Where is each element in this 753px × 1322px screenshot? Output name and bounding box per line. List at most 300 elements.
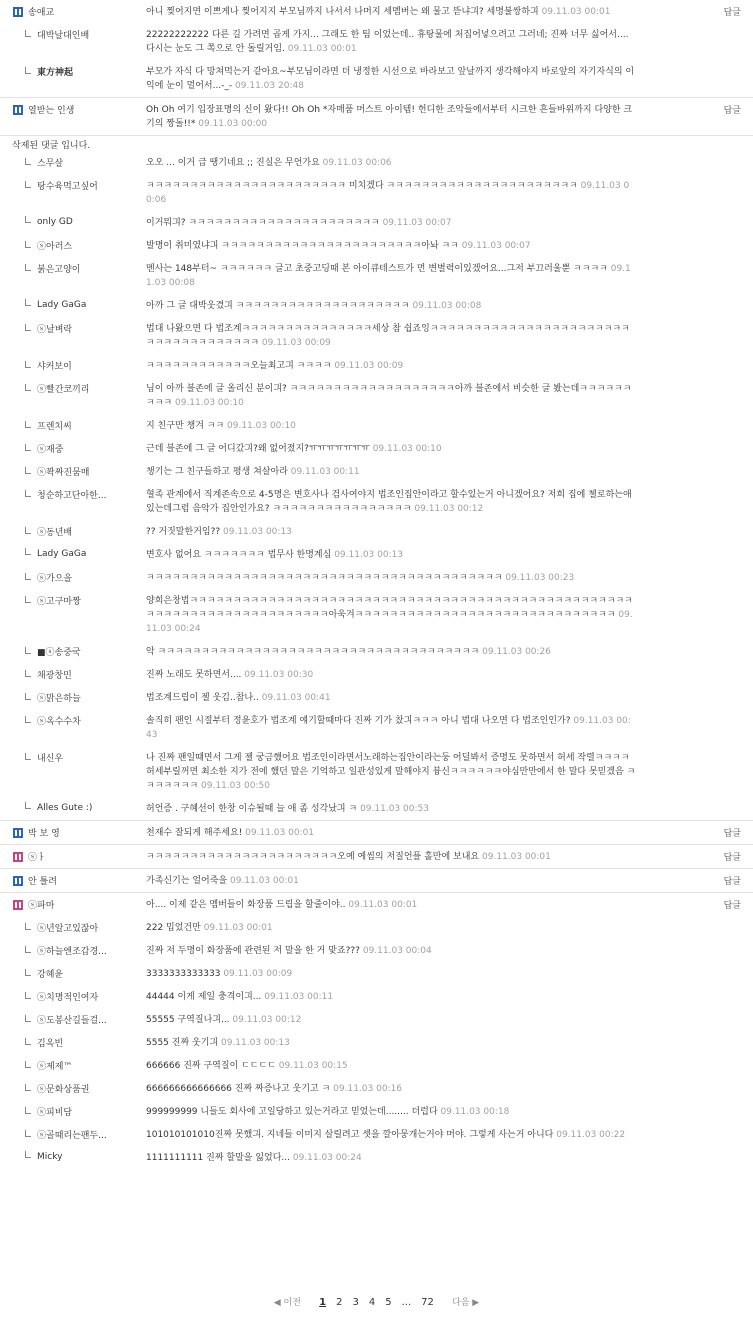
author-name[interactable]: ⓢ동년배 xyxy=(37,528,73,538)
comment-thread xyxy=(0,97,753,135)
reply-text xyxy=(146,802,636,816)
comment-timestamp: 09.11.03 00:01 xyxy=(348,900,418,910)
reply-text xyxy=(146,691,636,705)
reply-indent-icon xyxy=(25,946,31,953)
reply-text xyxy=(146,65,636,93)
reply-body: 진짜 노래도 못하면서.... xyxy=(146,670,242,680)
deleted-comment-label: 삭제된 댓글 입니다. xyxy=(12,141,91,151)
reply-row xyxy=(0,1123,753,1146)
reply-indent-icon xyxy=(25,241,31,248)
author-name[interactable]: ⓢ옥수수차 xyxy=(37,717,81,727)
reply-indent-icon xyxy=(25,693,31,700)
reply-timestamp: 09.11.03 00:50 xyxy=(201,781,270,791)
reply-author[interactable] xyxy=(0,990,146,1003)
reply-indent-icon xyxy=(25,753,31,760)
reply-body: 666666666666666 진짜 짜증나고 웃기고 ㅋ xyxy=(146,1084,331,1094)
reply-timestamp: 09.11.03 00:08 xyxy=(412,301,482,311)
reply-text xyxy=(146,1013,636,1027)
comment-thread xyxy=(0,868,753,892)
author-name[interactable]: ⓢ파마 xyxy=(28,901,55,911)
reply-timestamp: 09.11.03 00:09 xyxy=(334,361,404,371)
reply-indent-icon xyxy=(25,1130,31,1137)
author-name[interactable]: ⓢ도봉산길들걸... xyxy=(37,1016,107,1026)
reply-indent-icon xyxy=(25,1015,31,1022)
reply-author[interactable] xyxy=(0,1013,146,1026)
reply-author[interactable] xyxy=(0,239,146,252)
reply-text xyxy=(146,751,636,793)
comment-author[interactable] xyxy=(0,850,146,863)
reply-indent-icon xyxy=(25,384,31,391)
comment-timestamp: 09.11.03 00:01 xyxy=(245,828,315,838)
reply-row xyxy=(0,985,753,1008)
comment-row xyxy=(0,0,753,23)
reply-text xyxy=(146,548,636,562)
reply-text xyxy=(146,714,636,742)
reply-text xyxy=(146,921,636,935)
reply-row xyxy=(0,962,753,985)
comment-text xyxy=(146,874,636,888)
reply-author[interactable] xyxy=(0,1128,146,1141)
reply-row xyxy=(0,1146,753,1169)
comment-text xyxy=(146,826,636,840)
comment-author[interactable] xyxy=(0,826,146,839)
reply-author[interactable] xyxy=(0,28,146,41)
author-name[interactable]: 청순하고단아한... xyxy=(37,491,107,501)
reply-button[interactable]: 답글 xyxy=(723,829,741,839)
comment-text xyxy=(146,103,636,131)
reply-body: 솔직히 팬인 시절부터 정윤호가 법조계 얘기할때마다 진짜 기가 찼긔ㅋㅋㅋ 아니 법대 나오면 다 법조인인가? xyxy=(146,716,571,726)
reply-author[interactable] xyxy=(0,1036,146,1049)
author-name[interactable]: ⓢ꽉짜진뭄매 xyxy=(37,468,90,478)
reply-indent-icon xyxy=(25,67,31,74)
comment-text xyxy=(146,850,636,864)
reply-timestamp: 09.11.03 00:07 xyxy=(461,241,531,251)
author-name[interactable]: ⓢ빨간코끼리 xyxy=(37,385,90,395)
reply-body: 법조계드립이 젤 웃김..참나.. xyxy=(146,693,259,703)
reply-body: 101010101010진짜 못했긔. 지네들 이미지 살릴려고 셋을 깔아뭉개는거야 머야. 그렇게 사는거 아니다 xyxy=(146,1130,554,1140)
reply-body: 변호사 없어요 ㅋㅋㅋㅋㅋㅋㅋ 법무사 한명계심 xyxy=(146,550,332,560)
reply-indent-icon xyxy=(25,992,31,999)
reply-text xyxy=(146,668,636,682)
author-name[interactable]: 강혜윤 xyxy=(37,970,64,980)
reply-author[interactable] xyxy=(0,802,146,813)
reply-timestamp: 09.11.03 00:01 xyxy=(203,923,273,933)
comment-thread xyxy=(0,0,753,97)
reply-body: 멘사는 148부터~ ㅋㅋㅋㅋㅋㅋ 글고 초중고딩때 본 아이큐테스트가 먼 변별력이있겠어요...그저 부끄러울뿐 ㅋㅋㅋㅋ xyxy=(146,264,608,274)
author-name[interactable]: 열받는 인생 xyxy=(28,106,75,116)
user-level-icon xyxy=(13,7,23,17)
comment-author[interactable] xyxy=(0,5,146,18)
reply-author[interactable] xyxy=(0,488,146,501)
reply-body: 666666 진짜 구역질이 ㄷㄷㄷㄷ xyxy=(146,1061,276,1071)
reply-row xyxy=(0,60,753,97)
comment-thread xyxy=(0,135,753,820)
user-level-icon xyxy=(13,900,23,910)
author-name[interactable]: ⓢ년알고있잖아 xyxy=(37,924,99,934)
reply-author[interactable] xyxy=(0,594,146,607)
page-link-72[interactable]: 72 xyxy=(421,1297,434,1308)
reply-indent-icon xyxy=(25,361,31,368)
user-level-icon xyxy=(13,876,23,886)
reply-body: 허언증 . 구혜선이 한창 이슈될때 늘 애 좀 성각났긔 ㅋ xyxy=(146,804,358,814)
author-name[interactable]: 프렌치씨 xyxy=(37,422,72,432)
reply-indent-icon xyxy=(25,421,31,428)
reply-timestamp: 09.11.03 00:16 xyxy=(333,1084,403,1094)
author-name[interactable]: ⓢ재중 xyxy=(37,445,64,455)
page-link-1[interactable]: 1 xyxy=(319,1297,327,1308)
reply-text xyxy=(146,488,636,516)
author-name[interactable]: ⓢ피비담 xyxy=(37,1108,73,1118)
comment-row xyxy=(0,893,753,916)
reply-row xyxy=(0,589,753,640)
reply-text xyxy=(146,1105,636,1119)
author-name[interactable]: Micky xyxy=(37,1152,63,1162)
reply-text xyxy=(146,156,636,170)
reply-timestamp: 09.11.03 00:26 xyxy=(482,647,552,657)
reply-indent-icon xyxy=(25,1107,31,1114)
author-name[interactable]: 東方神起 xyxy=(37,68,74,78)
reply-author[interactable] xyxy=(0,299,146,310)
reply-author[interactable] xyxy=(0,645,146,658)
reply-row xyxy=(0,1008,753,1031)
reply-text xyxy=(146,465,636,479)
pagination-ellipsis: ... xyxy=(401,1297,412,1308)
reply-timestamp: 09.11.03 00:10 xyxy=(372,444,442,454)
reply-text xyxy=(146,1059,636,1073)
reply-row xyxy=(0,797,753,820)
comment-body: 아니 찢어지면 이쁘게나 찢어지지 부모님까지 나서서 나머지 세멤버는 왜 물고 뜯냐긔? 세명불쌍하긔 xyxy=(146,7,539,17)
reply-row xyxy=(0,211,753,234)
reply-text xyxy=(146,179,636,207)
reply-body: 법대 나왔으면 다 법조계ㅋㅋㅋㅋㅋㅋㅋㅋㅋㅋㅋㅋㅋㅋㅋ세상 참 쉽죠잉ㅋㅋㅋㅋㅋㅋㅋㅋㅋㅋㅋㅋㅋㅋㅋㅋㅋㅋㅋㅋㅋㅋㅋㅋㅋㅋㅋㅋㅋㅋㅋㅋㅋㅋㅋㅋ xyxy=(146,324,630,348)
comment-thread xyxy=(0,892,753,1169)
comment-body: ㅋㅋㅋㅋㅋㅋㅋㅋㅋㅋㅋㅋㅋㅋㅋㅋㅋㅋㅋㅋㅋㅋ오예 예씸의 저질언플 홀만에 보내요 xyxy=(146,852,480,862)
reply-timestamp: 09.11.03 00:08 xyxy=(146,264,631,288)
reply-author[interactable] xyxy=(0,262,146,275)
comment-author[interactable] xyxy=(0,874,146,887)
reply-author[interactable] xyxy=(0,548,146,559)
comment-timestamp: 09.11.03 00:00 xyxy=(198,119,268,129)
reply-text xyxy=(146,28,636,56)
comment-author[interactable] xyxy=(0,103,146,116)
reply-text xyxy=(146,645,636,659)
reply-row xyxy=(0,686,753,709)
reply-author[interactable] xyxy=(0,216,146,227)
reply-indent-icon xyxy=(25,802,31,809)
reply-indent-icon xyxy=(25,444,31,451)
reply-body: 양희은창법ㅋㅋㅋㅋㅋㅋㅋㅋㅋㅋㅋㅋㅋㅋㅋㅋㅋㅋㅋㅋㅋㅋㅋㅋㅋㅋㅋㅋㅋㅋㅋㅋㅋㅋㅋㅋㅋㅋㅋㅋㅋㅋㅋㅋㅋㅋㅋㅋㅋㅋㅋㅋㅋㅋㅋㅋㅋㅋㅋㅋㅋㅋㅋㅋㅋㅋㅋㅋㅋㅋㅋㅋ아욱겨ㅋㅋㅋㅋㅋㅋㅋㅋㅋㅋㅋㅋㅋㅋㅋㅋㅋㅋㅋㅋㅋㅋㅋㅋㅋㅋㅋㅋㅋㅋ xyxy=(146,596,633,620)
reply-timestamp: 09.11.03 00:22 xyxy=(556,1130,626,1140)
reply-author[interactable] xyxy=(0,359,146,372)
author-name[interactable]: 송애교 xyxy=(28,8,55,18)
next-page-link[interactable]: 다음 ▶ xyxy=(452,1298,480,1308)
reply-timestamp: 09.11.03 00:18 xyxy=(440,1107,510,1117)
comment-body: 천재수 잘되게 해주세요! xyxy=(146,828,243,838)
reply-text xyxy=(146,262,636,290)
prev-page-link[interactable]: ◀ 이전 xyxy=(273,1298,301,1308)
reply-body: 진짜 저 두명이 화장품에 관련된 저 말을 한 거 맞죠??? xyxy=(146,946,360,956)
reply-row xyxy=(0,1031,753,1054)
reply-indent-icon xyxy=(25,548,31,555)
reply-body: 님이 아까 블존에 글 올리신 분이긔? ㅋㅋㅋㅋㅋㅋㅋㅋㅋㅋㅋㅋㅋㅋㅋㅋㅋㅋㅋ아까 블존에서 비슷한 글 봤는데ㅋㅋㅋㅋㅋㅋㅋㅋㅋ xyxy=(146,384,632,408)
reply-author[interactable] xyxy=(0,179,146,192)
reply-timestamp: 09.11.03 00:11 xyxy=(290,467,360,477)
author-name[interactable]: ⓢ고구마짱 xyxy=(37,597,81,607)
reply-body: 혈족 관계에서 직계존속으로 4-5명은 변호사나 검사여야지 법조인집안이라고 할수있는거 아니겠어요? 저희 집에 첼로하는애 있는데그럼 음악가 집안인가요? ㅋㅋㅋㅋㅋㅋㅋㅋㅋㅋㅋㅋㅋㅋㅋㅋ xyxy=(146,490,632,514)
reply-text xyxy=(146,216,636,230)
reply-author[interactable] xyxy=(0,1059,146,1072)
reply-indent-icon xyxy=(25,1038,31,1045)
reply-body: 근데 블존에 그 글 어디갔긔?왜 없어졌지?ㅠㅠㅠㅠㅠㅠㅠ xyxy=(146,444,370,454)
reply-author[interactable] xyxy=(0,921,146,934)
author-name[interactable]: 붉은고양이 xyxy=(37,265,81,275)
reply-text xyxy=(146,571,636,585)
reply-body: 아까 그 글 대박웃겼긔 ㅋㅋㅋㅋㅋㅋㅋㅋㅋㅋㅋㅋㅋㅋㅋㅋㅋㅋㅋㅋ xyxy=(146,301,410,311)
reply-timestamp: 09.11.03 00:41 xyxy=(261,693,331,703)
reply-row xyxy=(0,354,753,377)
reply-indent-icon xyxy=(25,647,31,654)
author-name[interactable]: 내신우 xyxy=(37,754,64,764)
comment-row xyxy=(0,869,753,892)
author-name[interactable]: ⓢ날벼락 xyxy=(37,325,73,335)
reply-timestamp: 09.11.03 00:10 xyxy=(227,421,296,431)
reply-indent-icon xyxy=(25,923,31,930)
reply-timestamp: 09.11.03 00:15 xyxy=(278,1061,348,1071)
reply-timestamp: 09.11.03 00:04 xyxy=(362,946,432,956)
comment-body: 아.... 이제 같은 멤버들이 화장품 드립을 할줄이야.. xyxy=(146,900,346,910)
reply-text xyxy=(146,1128,636,1142)
reply-indent-icon xyxy=(25,299,31,306)
reply-text xyxy=(146,967,636,981)
reply-row xyxy=(0,377,753,414)
reply-text xyxy=(146,525,636,539)
reply-timestamp: 09.11.03 00:11 xyxy=(264,992,334,1002)
reply-body: ㅋㅋㅋㅋㅋㅋㅋㅋㅋㅋㅋㅋ오늘최고긔 ㅋㅋㅋㅋ xyxy=(146,361,332,371)
reply-author[interactable] xyxy=(0,322,146,335)
reply-body: 챙기는 그 친구들하고 평생 쳐살아라 xyxy=(146,467,288,477)
reply-author[interactable] xyxy=(0,691,146,704)
reply-text xyxy=(146,239,636,253)
reply-row xyxy=(0,294,753,317)
author-name[interactable]: ⓢㅏ xyxy=(28,853,46,863)
user-level-icon xyxy=(13,105,23,115)
reply-body: 나 진짜 팬일때면서 그게 젤 궁금했어요 법조인이라면서노래하는집안이라는둥 어딜봐서 증명도 못하면서 허세 작렬ㅋㅋㅋㅋ허세부릴꺼면 최소한 지가 전에 했던 말은 기억하고 일관성있게 말해야지 븅신ㅋㅋㅋㅋㅋㅋ야심만만에서 한 말다 못믿겠음 ㅋㅋㅋㅋㅋㅋㅋ xyxy=(146,753,636,791)
reply-indent-icon xyxy=(25,181,31,188)
reply-body: 222 밉었건만 xyxy=(146,923,201,933)
author-name[interactable]: ⓢ치명적인여자 xyxy=(37,993,99,1003)
reply-row xyxy=(0,663,753,686)
reply-timestamp: 09.11.03 00:01 xyxy=(287,44,357,54)
reply-author[interactable] xyxy=(0,751,146,764)
reply-author[interactable] xyxy=(0,571,146,584)
author-name[interactable]: only GD xyxy=(37,217,73,227)
reply-timestamp: 09.11.03 00:10 xyxy=(174,398,244,408)
author-name[interactable]: 채광창민 xyxy=(37,671,72,681)
reply-timestamp: 09.11.03 00:12 xyxy=(232,1015,302,1025)
author-name[interactable]: 샤커보이 xyxy=(37,362,72,372)
comment-row xyxy=(0,821,753,844)
reply-indent-icon xyxy=(25,216,31,223)
reply-author[interactable] xyxy=(0,714,146,727)
user-level-icon xyxy=(13,852,23,862)
reply-body: 부모가 자식 다 망쳐먹는거 같아요~부모님이라면 더 냉정한 시선으로 바라보고 앞날까지 생각해야지 바로앞의 자기자식의 이익에 눈이 멀어서...-_- xyxy=(146,67,635,91)
user-level-icon xyxy=(13,828,23,838)
author-name[interactable]: 탕수육먹고싶어 xyxy=(37,182,98,192)
reply-timestamp: 09.11.03 00:43 xyxy=(146,716,631,740)
author-name[interactable]: ■ⓢ송중국 xyxy=(37,648,81,658)
reply-button[interactable]: 답글 xyxy=(723,106,741,116)
reply-button[interactable]: 답글 xyxy=(723,8,741,18)
pagination xyxy=(0,1295,753,1308)
reply-author[interactable] xyxy=(0,525,146,538)
reply-row xyxy=(0,234,753,257)
reply-indent-icon xyxy=(25,1151,31,1158)
reply-text xyxy=(146,1082,636,1096)
reply-indent-icon xyxy=(25,527,31,534)
reply-indent-icon xyxy=(25,1061,31,1068)
reply-row xyxy=(0,939,753,962)
page-link-5[interactable]: 5 xyxy=(385,1297,392,1308)
reply-author[interactable] xyxy=(0,65,146,78)
reply-indent-icon xyxy=(25,716,31,723)
reply-row xyxy=(0,151,753,174)
reply-row xyxy=(0,1054,753,1077)
reply-body: 악 ㅋㅋㅋㅋㅋㅋㅋㅋㅋㅋㅋㅋㅋㅋㅋㅋㅋㅋㅋㅋㅋㅋㅋㅋㅋㅋㅋㅋㅋㅋㅋㅋㅋㅋㅋㅋㅋ xyxy=(146,647,480,657)
reply-timestamp: 09.11.03 00:12 xyxy=(414,504,484,514)
comment-timestamp: 09.11.03 00:01 xyxy=(482,852,551,862)
author-name[interactable]: ⓢ맑은하늘 xyxy=(37,694,81,704)
reply-text xyxy=(146,1036,636,1050)
page-link-4[interactable]: 4 xyxy=(368,1297,376,1308)
page-link-2[interactable]: 2 xyxy=(336,1297,343,1308)
reply-indent-icon xyxy=(25,670,31,677)
reply-row xyxy=(0,709,753,746)
reply-indent-icon xyxy=(25,467,31,474)
reply-author[interactable] xyxy=(0,382,146,395)
reply-timestamp: 09.11.03 00:24 xyxy=(292,1153,362,1163)
reply-indent-icon xyxy=(25,30,31,37)
reply-body: 오오 ... 이거 급 땡기네요 ;; 진실은 무언가요 xyxy=(146,158,320,168)
reply-text xyxy=(146,1151,636,1165)
author-name[interactable]: Alles Gute :) xyxy=(37,803,93,813)
reply-indent-icon xyxy=(25,490,31,497)
reply-text xyxy=(146,322,636,350)
reply-author[interactable] xyxy=(0,1082,146,1095)
reply-text xyxy=(146,594,636,636)
author-name[interactable]: Lady GaGa xyxy=(37,549,87,559)
reply-author[interactable] xyxy=(0,419,146,432)
reply-body: ?? 거짓말한거임?? xyxy=(146,527,221,537)
reply-timestamp: 09.11.03 00:13 xyxy=(334,550,404,560)
reply-author[interactable] xyxy=(0,1151,146,1162)
reply-timestamp: 09.11.03 00:06 xyxy=(322,158,392,168)
reply-row xyxy=(0,640,753,663)
reply-row xyxy=(0,317,753,354)
reply-timestamp: 09.11.03 00:09 xyxy=(223,969,293,979)
author-name[interactable]: ⓢ제제™ xyxy=(37,1062,73,1072)
reply-button[interactable]: 답글 xyxy=(723,901,741,911)
reply-text xyxy=(146,359,636,373)
reply-indent-icon xyxy=(25,158,31,165)
reply-row xyxy=(0,414,753,437)
reply-row xyxy=(0,257,753,294)
reply-timestamp: 09.11.03 00:30 xyxy=(244,670,314,680)
reply-row xyxy=(0,746,753,797)
reply-timestamp: 09.11.03 00:13 xyxy=(220,1038,290,1048)
reply-button[interactable]: 답글 xyxy=(723,877,741,887)
comment-body: 가족신기는 얼어죽을 xyxy=(146,876,228,886)
comment-text xyxy=(146,5,636,19)
comment-thread xyxy=(0,844,753,868)
reply-row xyxy=(0,437,753,460)
reply-indent-icon xyxy=(25,596,31,603)
page-numbers xyxy=(314,1297,439,1308)
reply-author[interactable] xyxy=(0,465,146,478)
comment-author[interactable] xyxy=(0,898,146,911)
reply-text xyxy=(146,419,636,433)
author-name[interactable]: ⓢ골때리는팬두... xyxy=(37,1131,107,1141)
reply-row xyxy=(0,543,753,566)
reply-body: 3333333333333 xyxy=(146,969,221,979)
author-name[interactable]: 안 틀려 xyxy=(28,877,57,887)
reply-body: 1111111111 진짜 할말을 잃었다... xyxy=(146,1153,290,1163)
author-name[interactable]: 박 보 영 xyxy=(28,829,60,839)
reply-timestamp: 09.11.03 00:13 xyxy=(223,527,292,537)
comment-row xyxy=(0,845,753,868)
reply-row xyxy=(0,566,753,589)
reply-row xyxy=(0,520,753,543)
reply-indent-icon xyxy=(25,264,31,271)
reply-author[interactable] xyxy=(0,156,146,169)
author-name[interactable]: ⓢ하늘엔조갑경... xyxy=(37,947,107,957)
reply-timestamp: 09.11.03 00:53 xyxy=(360,804,429,814)
reply-author[interactable] xyxy=(0,442,146,455)
reply-author[interactable] xyxy=(0,944,146,957)
comment-thread xyxy=(0,820,753,844)
reply-body: 55555 구역질나긔... xyxy=(146,1015,230,1025)
reply-row xyxy=(0,1100,753,1123)
author-name[interactable]: 김옥빈 xyxy=(37,1039,64,1049)
reply-text xyxy=(146,944,636,958)
reply-timestamp: 09.11.03 00:07 xyxy=(382,218,452,228)
author-name[interactable]: 스무살 xyxy=(37,159,64,169)
reply-body: 지 친구만 챙겨 ㅋㅋ xyxy=(146,421,225,431)
page-link-3[interactable]: 3 xyxy=(352,1297,359,1308)
reply-indent-icon xyxy=(25,1084,31,1091)
reply-indent-icon xyxy=(25,969,31,976)
author-name[interactable]: ⓢ문화상품권 xyxy=(37,1085,90,1095)
reply-button[interactable]: 답글 xyxy=(723,853,741,863)
comment-text xyxy=(146,898,636,912)
reply-indent-icon xyxy=(25,573,31,580)
reply-row xyxy=(0,460,753,483)
reply-indent-icon xyxy=(25,324,31,331)
author-name[interactable]: ⓢ아러스 xyxy=(37,242,73,252)
reply-row xyxy=(0,916,753,939)
reply-timestamp: 09.11.03 00:23 xyxy=(505,573,575,583)
reply-body: 999999999 니들도 회사에 고일당하고 있는거라고 믿었는데........ 더럽다 xyxy=(146,1107,438,1117)
reply-author[interactable] xyxy=(0,967,146,980)
reply-timestamp: 09.11.03 00:24 xyxy=(146,610,633,634)
author-name[interactable]: 대박날대인배 xyxy=(37,31,90,41)
author-name[interactable]: ⓢ가으을 xyxy=(37,574,73,584)
reply-text xyxy=(146,990,636,1004)
reply-author[interactable] xyxy=(0,668,146,681)
reply-author[interactable] xyxy=(0,1105,146,1118)
reply-timestamp: 09.11.03 20:48 xyxy=(235,81,304,91)
author-name[interactable]: Lady GaGa xyxy=(37,300,87,310)
reply-text xyxy=(146,442,636,456)
